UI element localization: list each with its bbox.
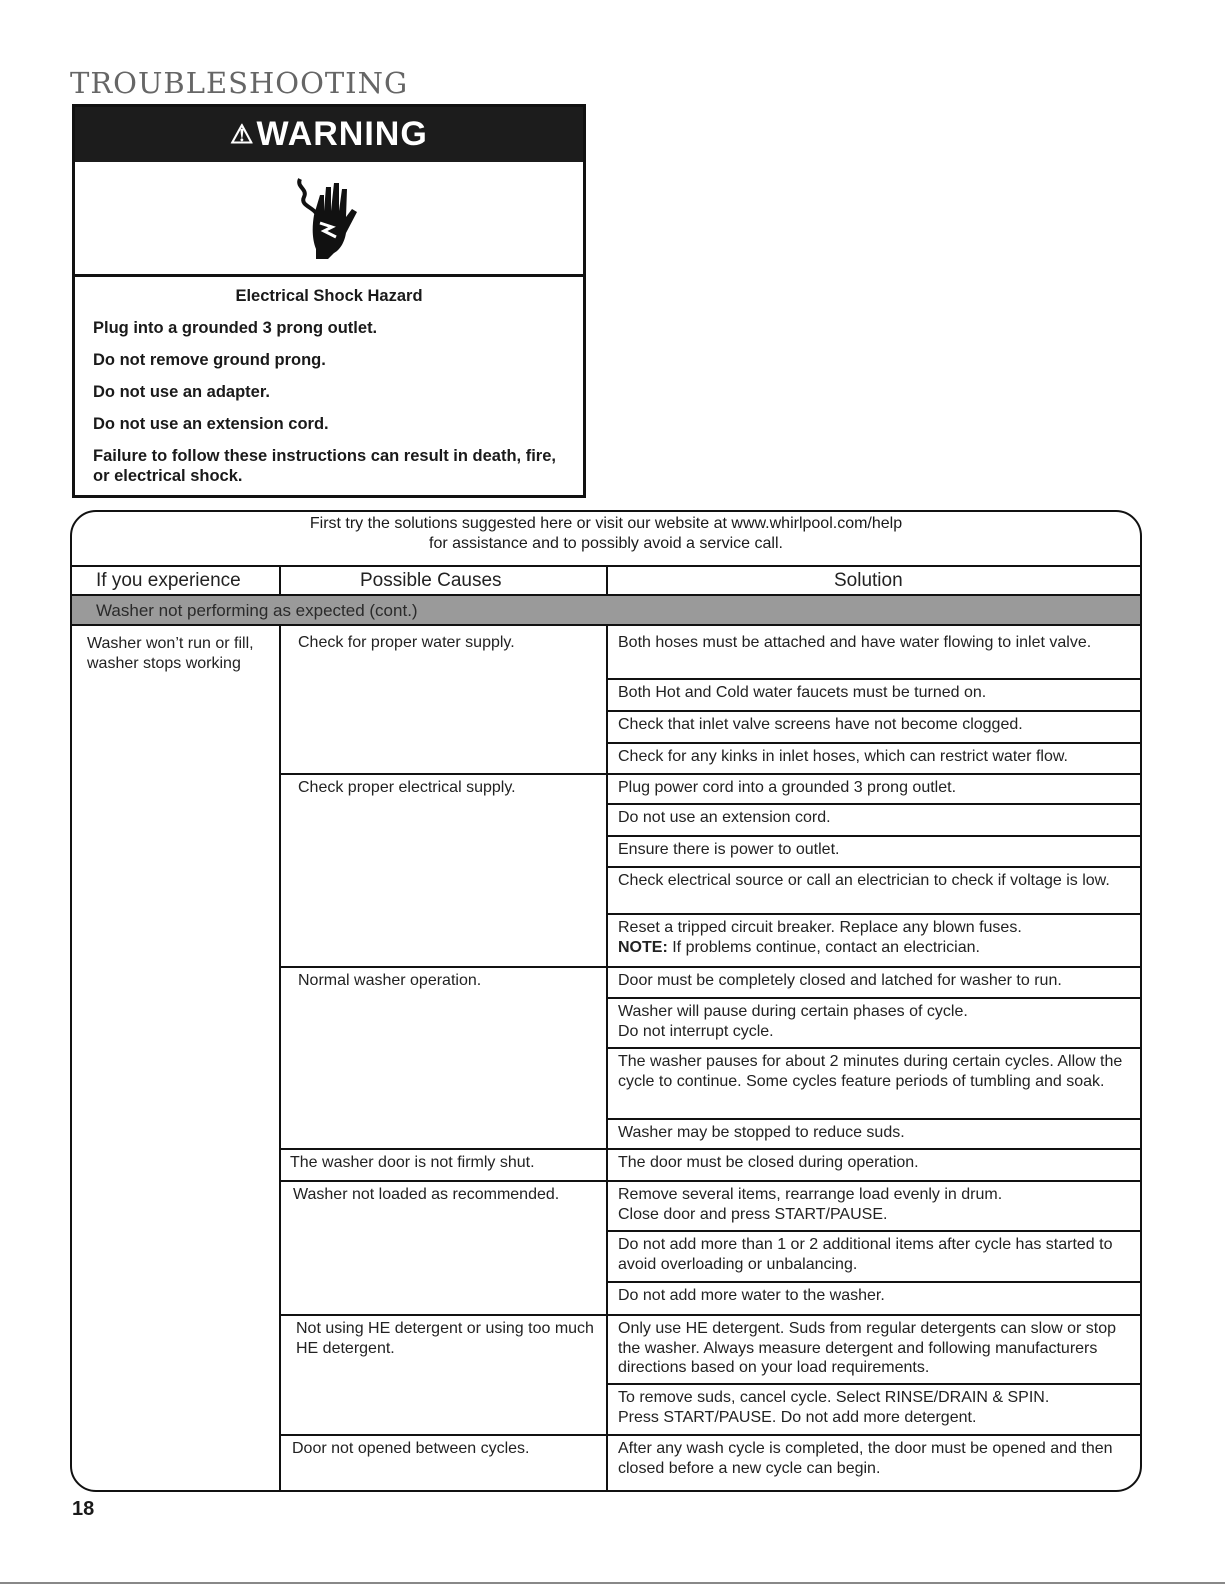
warning-line: Do not remove ground prong. <box>93 351 326 369</box>
solution-cell: Door must be completely closed and latched for washer to run. <box>607 966 1140 991</box>
cause-cell: Check for proper water supply. <box>298 634 515 651</box>
warning-line: Do not use an adapter. <box>93 383 270 401</box>
solution-cell: The door must be closed during operation. <box>607 1148 1140 1173</box>
header-if-you-experience: If you experience <box>96 570 241 591</box>
solution-cell: Reset a tripped circuit breaker. Replace any blown fuses. NOTE: If problems continue, contact an electrician. <box>607 913 1140 957</box>
hazard-title: Electrical Shock Hazard <box>235 287 423 305</box>
solution-cell: Plug power cord into a grounded 3 prong outlet. <box>607 773 1140 798</box>
cause-cell: Door not opened between cycles. <box>280 1434 607 1459</box>
electric-shock-hand-icon <box>294 173 364 263</box>
solution-cell: Both hoses must be attached and have water flowing to inlet valve. <box>618 634 1092 651</box>
problem-text: Washer won’t run or fill, washer stops working <box>87 635 254 672</box>
cause-cell: The washer door is not firmly shut. <box>280 1148 607 1173</box>
warning-triangle-icon: ⚠ <box>230 119 255 149</box>
section-title: Washer not performing as expected (cont.) <box>96 601 418 620</box>
solution-cell: Check that inlet valve screens have not become clogged. <box>607 710 1140 735</box>
warning-line: Failure to follow these instructions can result in death, fire, or electrical shock. <box>93 447 556 485</box>
bottom-rule <box>0 1582 1225 1584</box>
header-solution: Solution <box>834 570 903 591</box>
warning-line: Plug into a grounded 3 prong outlet. <box>93 319 378 337</box>
note-label: NOTE: <box>618 938 668 956</box>
warning-header <box>75 107 583 162</box>
cause-cell: Not using HE detergent or using too much HE detergent. <box>280 1314 607 1358</box>
solution-cell: Washer will pause during certain phases of cycle. Do not interrupt cycle. <box>607 997 1140 1041</box>
warning-line: Do not use an extension cord. <box>93 415 329 433</box>
cause-cell: Check proper electrical supply. <box>280 773 607 798</box>
warning-heading: WARNING <box>256 115 428 153</box>
solution-cell: Do not use an extension cord. <box>607 803 1140 828</box>
page-number: 18 <box>72 1498 95 1520</box>
solution-cell: To remove suds, cancel cycle. Select RINSE/DRAIN & SPIN. Press START/PAUSE. Do not add more detergent. <box>607 1383 1140 1427</box>
solution-cell: Check electrical source or call an electrician to check if voltage is low. <box>607 866 1140 891</box>
solution-cell: After any wash cycle is completed, the door must be opened and then closed before a new cycle can begin. <box>607 1434 1140 1478</box>
solution-cell: Do not add more than 1 or 2 additional items after cycle has started to avoid overloading or unbalancing. <box>607 1230 1140 1274</box>
solution-cell: Remove several items, rearrange load evenly in drum. Close door and press START/PAUSE. <box>607 1180 1140 1224</box>
intro-text: First try the solutions suggested here or visit our website at www.whirlpool.com/help for assistance and to possibly avoid a service call. <box>309 515 903 552</box>
solution-cell: Do not add more water to the washer. <box>607 1281 1140 1306</box>
solution-cell: Both Hot and Cold water faucets must be turned on. <box>607 678 1140 703</box>
solution-cell: Check for any kinks in inlet hoses, which can restrict water flow. <box>607 742 1140 767</box>
warning-box <box>72 104 586 498</box>
cause-cell: Washer not loaded as recommended. <box>280 1180 607 1205</box>
solution-cell: Washer may be stopped to reduce suds. <box>607 1118 1140 1143</box>
header-possible-causes: Possible Causes <box>360 570 502 591</box>
solution-cell: The washer pauses for about 2 minutes during certain cycles. Allow the cycle to continue. Some cycles feature periods of tumbling and soak. <box>607 1047 1140 1091</box>
solution-cell: Only use HE detergent. Suds from regular detergents can slow or stop the washer. Always measure detergent and following manufacturers directions based on your load requirements. <box>607 1314 1140 1378</box>
page-title: TROUBLESHOOTING <box>70 66 409 100</box>
solution-cell: Ensure there is power to outlet. <box>607 835 1140 860</box>
section-band <box>72 596 1140 626</box>
cause-cell: Normal washer operation. <box>280 966 607 991</box>
